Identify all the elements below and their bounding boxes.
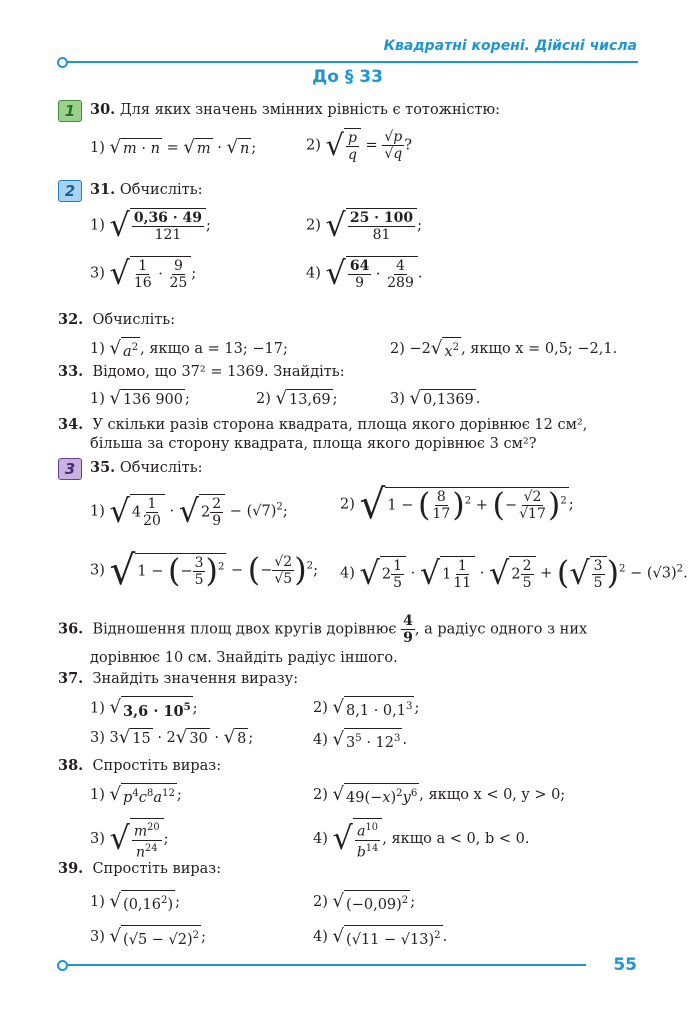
level-1-badge: 1 xyxy=(58,100,82,122)
footer-rule xyxy=(66,964,586,966)
problem-31-item-2: 2) √ $\frac{25 \cdot 100}{81}$ ; xyxy=(306,205,423,244)
problem-32-item-2: 2) −2√ $x^2$ , якщо x = 0,5; −2,1. xyxy=(390,337,618,360)
problem-37: 37. Знайдіть значення виразу: xyxy=(58,670,299,687)
problem-37-item-4: 4) √ $3^5 \cdot 12^3$ . xyxy=(313,728,408,751)
problem-37-item-3: 3) 3√ 15 · 2√ 30 · √ 8 ; xyxy=(90,726,254,748)
header-rule xyxy=(66,61,638,63)
problem-38-item-2: 2) √ $49(-x)^2y^6$ , якщо x < 0, y > 0; xyxy=(313,783,566,806)
page-number: 55 xyxy=(613,955,637,975)
problem-33-item-1: 1) √ 136 900 ; xyxy=(90,387,190,409)
level-2-badge: 2 xyxy=(58,180,82,202)
problem-39-item-2: 2) √ $(-0,09)^2$ ; xyxy=(313,890,416,913)
problem-39-item-4: 4) √ $(√11 - √13)^2$ . xyxy=(313,925,448,948)
problem-37-item-2: 2) √ $8,1 \cdot 0,1^3$ ; xyxy=(313,696,420,719)
problem-36-line-2: дорівнює 10 см. Знайдіть радіус іншого. xyxy=(90,650,398,666)
problem-34: 34. У скільки разів сторона квадрата, площа якого дорівнює 12 см², xyxy=(58,416,588,433)
problem-38-item-1: 1) √ $p^4c^8a^{12}$ ; xyxy=(90,783,182,806)
problem-35-item-4: 4) √ 2 $\frac{1}{5}$ · √ 1 $\frac{1}{11}$ · √ 2 $\frac{2}{5}$ + (√ $\frac{3}{5}$ )$^2 - (√3)^2$. xyxy=(340,553,688,592)
running-header: Квадратні корені. Дійсні числа xyxy=(383,38,637,54)
problem-35-item-2: 2) √ 1 − ( $\frac{8}{17}$ )$^2$ + (− $\frac{√2}{√17}$ )$^2$ ; xyxy=(340,480,574,528)
problem-35-item-3: 3) √ 1 − (− $\frac{3}{5}$ )$^2$ − (− $\frac{√2}{√5}$ )$^2$; xyxy=(90,546,318,594)
problem-31-item-3: 3) √ $\frac{1}{16}$ · $\frac{9}{25}$ ; xyxy=(90,253,197,292)
problem-30-item-1: 1) √ m · n = √ m · √ n ; xyxy=(90,136,257,158)
problem-34-line-2: більша за сторону квадрата, площа якого дорівнює 3 см²? xyxy=(90,436,537,452)
problem-39: 39. Спростіть вираз: xyxy=(58,860,222,877)
problem-32-item-1: 1) √ $a^2$ , якщо a = 13; −17; xyxy=(90,337,288,360)
problem-33-item-3: 3) √ 0,1369 . xyxy=(390,387,481,409)
level-3-badge: 3 xyxy=(58,458,82,480)
problem-35-item-1: 1) √ 4 $\frac{1}{20}$ · √ 2 $\frac{2}{9}$ − $(√7)^2$; xyxy=(90,491,288,530)
problem-33-item-2: 2) √ 13,69 ; xyxy=(256,387,338,409)
problem-33: 33. Відомо, що 37² = 1369. Знайдіть: xyxy=(58,363,345,380)
problem-39-item-1: 1) √ (0,16$^2$) ; xyxy=(90,890,181,913)
problem-30-item-2: 2) √ $\frac{p}{q}$ = $\frac{√p}{√q}$ ? xyxy=(306,128,412,163)
problem-31-item-4: 4) √ $\frac{64}{9}$ · $\frac{4}{289}$ . xyxy=(306,253,423,292)
problem-31: 31. Обчисліть: xyxy=(90,181,203,198)
section-title: До § 33 xyxy=(312,67,383,87)
problem-38-item-4: 4) √ $\frac{a^{10}}{b^{14}}$ , якщо a < 0, b < 0. xyxy=(313,819,530,861)
problem-39-item-3: 3) √ $(√5 - √2)^2$ ; xyxy=(90,925,207,948)
problem-36: 36. Відношення площ двох кругів дорівнює $\frac{4}{9}$ , а радіус одного з них xyxy=(58,613,588,646)
problem-38-item-3: 3) √ $\frac{m^{20}}{n^{24}}$ ; xyxy=(90,819,169,861)
problem-35: 35. Обчисліть: xyxy=(90,459,203,476)
problem-31-item-1: 1) √ $\frac{0,36 \cdot 49}{121}$ ; xyxy=(90,205,211,244)
problem-32: 32. Обчисліть: xyxy=(58,311,176,328)
problem-30: 30. Для яких значень змінних рівність є тотожністю: xyxy=(90,101,500,118)
problem-38: 38. Спростіть вираз: xyxy=(58,757,222,774)
problem-37-item-1: 1) √ $3,6 \cdot 10^5$ ; xyxy=(90,697,198,720)
